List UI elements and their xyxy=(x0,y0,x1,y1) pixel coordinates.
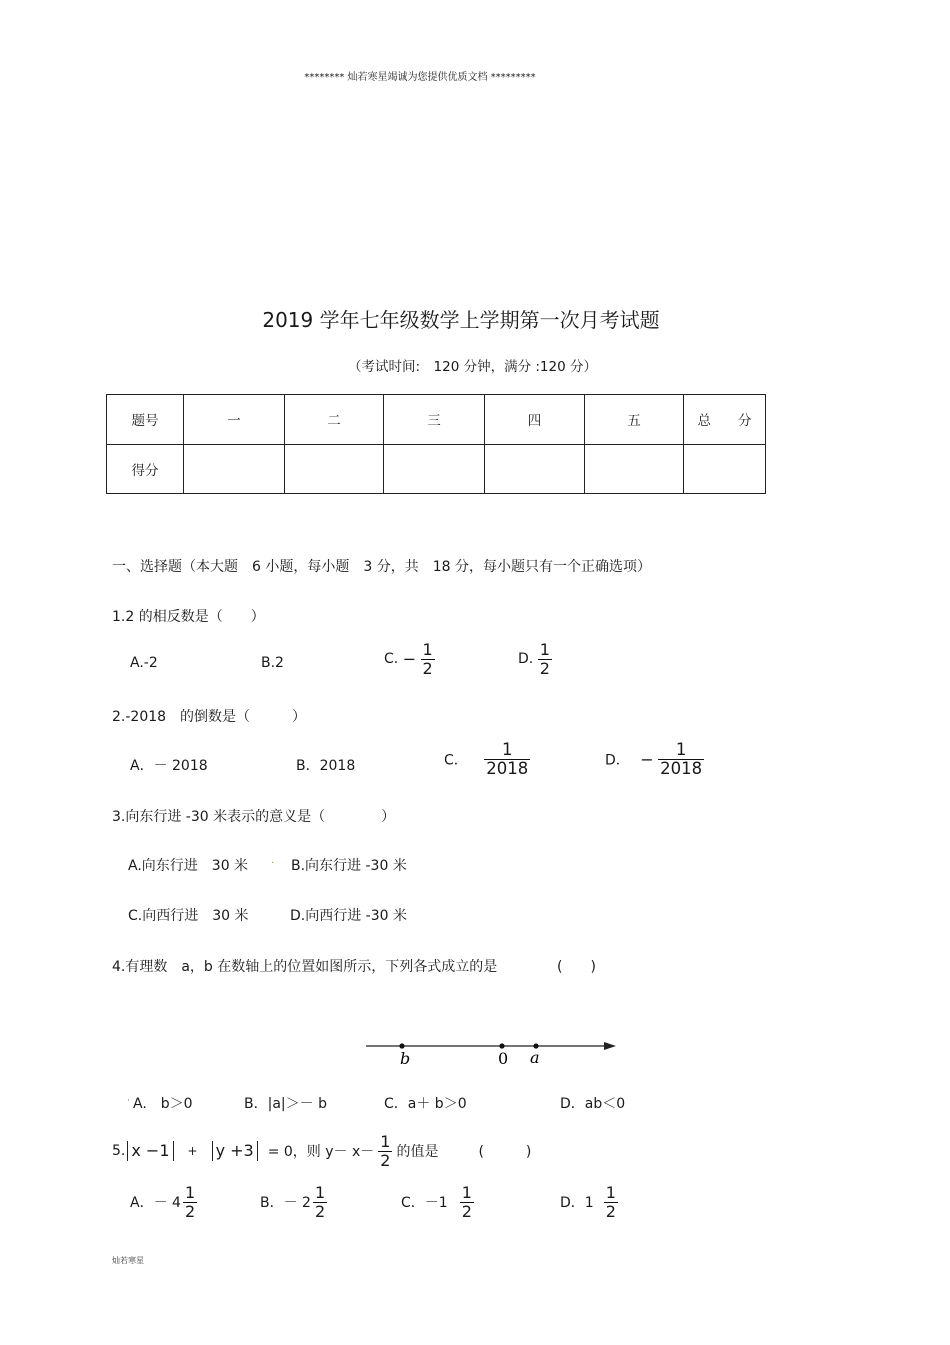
fraction-numerator: 1 xyxy=(539,640,550,659)
fraction-numerator: 1 xyxy=(422,640,433,659)
score-cell[interactable] xyxy=(684,444,766,494)
q4-option-a-tick: · xyxy=(127,1096,130,1106)
stray-mark: · xyxy=(271,858,275,869)
score-table-header-row xyxy=(107,395,766,445)
label-b: b xyxy=(400,1049,411,1068)
q1-option-a: A.-2 xyxy=(130,655,158,671)
q5-plus: + xyxy=(187,1144,198,1158)
q5-suffix: 的值是 xyxy=(396,1144,439,1160)
label-zero: 0 xyxy=(498,1049,509,1068)
fraction-denominator: 2 xyxy=(380,1150,391,1170)
q5-option-b-label: B．－ 2 xyxy=(260,1195,311,1211)
q5-option-a xyxy=(130,1179,197,1225)
q3-option-b: B.向东行进 -30 米 xyxy=(291,858,407,874)
question-3-stem: 3.向东行进 -30 米表示的意义是（ ） xyxy=(112,809,396,825)
q1-option-c-label: C. xyxy=(384,651,399,668)
q4-option-b: B．|a|＞－ b xyxy=(244,1096,327,1112)
section-heading: 一、选择题（本大题 6 小题，每小题 3 分，共 18 分，每小题只有一个正确选项） xyxy=(112,559,651,575)
q4-option-d: D．ab＜0 xyxy=(560,1096,626,1112)
question-5-stem xyxy=(112,1128,531,1174)
q5-option-c-label: C．－1 xyxy=(401,1195,448,1211)
score-row-label: 得分 xyxy=(107,444,184,494)
fraction-denominator: 2 xyxy=(605,1201,616,1221)
score-table-header-cell: 二 xyxy=(285,395,384,445)
score-table-header-cell: 四 xyxy=(485,395,585,445)
point-zero xyxy=(499,1043,504,1048)
q2-option-d-sign: − xyxy=(640,750,654,770)
q2-option-d-fraction xyxy=(658,741,704,778)
point-b xyxy=(399,1043,404,1048)
q3-option-a: A.向东行进 30 米 xyxy=(128,858,249,874)
fraction-numerator: 1 xyxy=(461,1182,472,1202)
q5-prefix: 5. xyxy=(112,1143,126,1159)
exam-info: （考试时间: 120 分钟，满分 :120 分） xyxy=(347,359,597,375)
q1-option-c-sign: − xyxy=(402,649,417,669)
score-table-header-cell: 题号 xyxy=(107,395,184,445)
question-4-stem: 4.有理数 a，b 在数轴上的位置如图所示，下列各式成立的是 xyxy=(112,959,498,975)
score-table-header-cell: 一 xyxy=(184,395,285,445)
q2-option-a: A．－ 2018 xyxy=(130,758,208,774)
q5-option-a-label: A．－ 4 xyxy=(130,1195,181,1211)
fraction-denominator: 2 xyxy=(184,1201,196,1221)
q1-option-d-label: D. xyxy=(518,651,534,668)
fraction-denominator: 2018 xyxy=(660,759,703,779)
question-4-answer-paren: ( ) xyxy=(557,959,596,975)
footer-note: 灿若寒星 xyxy=(112,1256,144,1265)
page-title: 2019 学年七年级数学上学期第一次月考试题 xyxy=(262,308,660,332)
q1-option-c-fraction xyxy=(421,641,435,677)
fraction-denominator: 2 xyxy=(422,658,433,678)
fraction-numerator: 1 xyxy=(675,740,687,759)
label-a: a xyxy=(530,1048,540,1067)
score-cell[interactable] xyxy=(384,444,485,494)
score-table-header-cell: 总 分 xyxy=(684,395,766,445)
fraction-numerator: 1 xyxy=(380,1131,391,1151)
fraction-numerator: 1 xyxy=(184,1182,196,1202)
number-line-arrow xyxy=(604,1042,616,1050)
q4-option-a: A. b＞0 xyxy=(133,1096,193,1112)
fraction-numerator: 1 xyxy=(501,740,513,759)
q5-option-c-fraction xyxy=(460,1184,474,1220)
number-line xyxy=(360,1030,625,1070)
q3-option-c: C.向西行进 30 米 xyxy=(128,908,249,924)
q4-option-c: C．a＋ b＞0 xyxy=(384,1096,467,1112)
q5-option-d xyxy=(560,1179,618,1225)
score-cell[interactable] xyxy=(585,444,684,494)
q5-abs-x: x −1 xyxy=(127,1141,173,1160)
q5-option-c xyxy=(401,1179,474,1225)
question-1-stem: 1.2 的相反数是（ ） xyxy=(112,609,265,625)
q2-option-c-fraction xyxy=(484,741,530,778)
q1-option-d-fraction xyxy=(538,641,552,677)
fraction-denominator: 2 xyxy=(461,1201,472,1221)
score-table-score-row xyxy=(107,444,766,494)
q2-option-c xyxy=(444,741,530,778)
q3-option-d: D.向西行进 -30 米 xyxy=(290,908,407,924)
fraction-numerator: 1 xyxy=(605,1182,616,1202)
fraction-denominator: 2018 xyxy=(486,759,529,779)
score-table xyxy=(106,394,766,494)
question-5-answer-paren: ( ) xyxy=(478,1144,532,1160)
q2-option-d-label: D． xyxy=(605,752,630,769)
q5-option-d-fraction xyxy=(604,1184,618,1220)
q5-fraction xyxy=(378,1133,392,1169)
fraction-denominator: 2 xyxy=(539,658,550,678)
q5-option-b-fraction xyxy=(313,1184,327,1220)
fraction-numerator: 1 xyxy=(314,1182,326,1202)
q1-option-d xyxy=(518,641,552,677)
score-cell[interactable] xyxy=(285,444,384,494)
q5-abs-y: y +3 xyxy=(212,1141,258,1160)
question-2-stem: 2.-2018 的倒数是（ ） xyxy=(112,709,307,725)
q5-option-d-label: D．1 xyxy=(560,1195,594,1211)
fraction-denominator: 2 xyxy=(314,1201,326,1221)
q1-option-c xyxy=(384,641,435,677)
header-note: ******** 灿若寒星竭诚为您提供优质文档 ********* xyxy=(304,72,536,83)
q2-option-b: B．2018 xyxy=(296,758,356,774)
q5-equation-mid: = 0，则 y－ x－ xyxy=(267,1144,375,1160)
score-table-header-cell: 五 xyxy=(585,395,684,445)
q5-option-b xyxy=(260,1179,327,1225)
q1-option-b: B.2 xyxy=(261,655,284,671)
score-cell[interactable] xyxy=(184,444,285,494)
score-cell[interactable] xyxy=(485,444,585,494)
q5-option-a-fraction xyxy=(183,1184,197,1220)
q2-option-d xyxy=(605,741,704,778)
q2-option-c-label: C． xyxy=(444,752,468,769)
score-table-header-cell: 三 xyxy=(384,395,485,445)
